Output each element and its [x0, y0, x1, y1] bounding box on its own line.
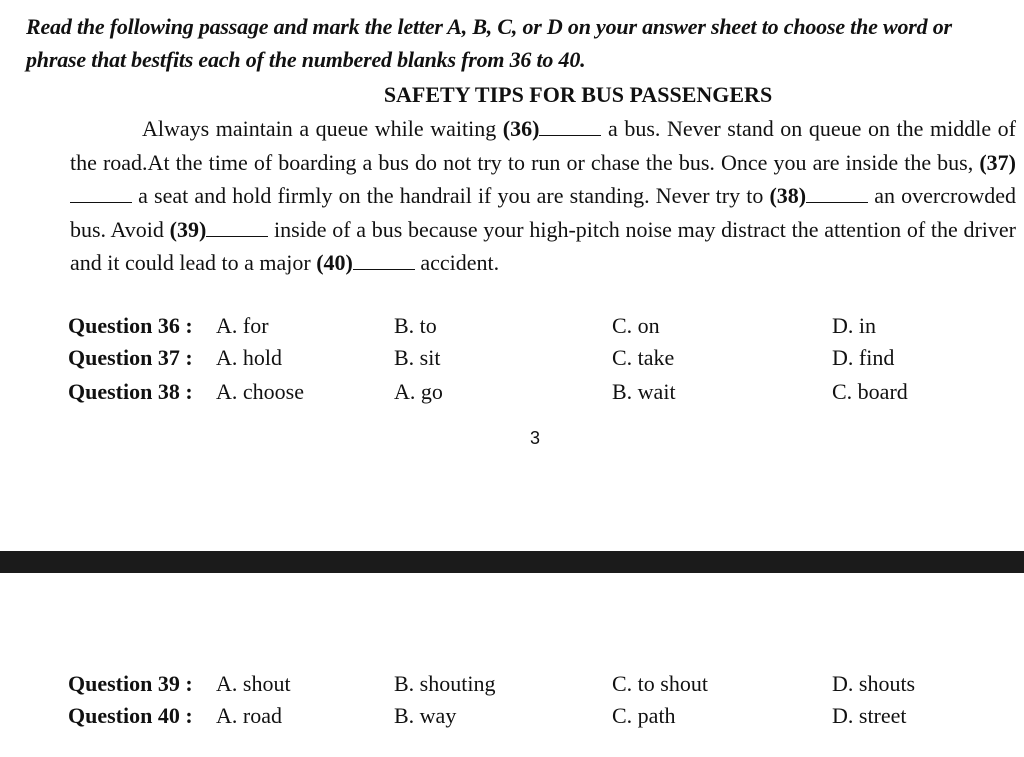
option-d: D. find: [832, 345, 895, 370]
option-c: C. take: [612, 345, 675, 370]
option-a: A. road: [216, 703, 282, 728]
question-40-row: [0, 700, 1024, 732]
blank-number-39: (39): [169, 216, 207, 242]
option-a: A. hold: [216, 345, 282, 370]
blank-number-37: (37): [979, 149, 1016, 175]
passage-text: Always maintain a queue while waiting: [142, 116, 503, 141]
option-b: B. shouting: [394, 671, 496, 696]
question-label: Question 40 :: [68, 703, 193, 728]
option-c: C. path: [612, 703, 676, 728]
blank-number-36: (36): [502, 116, 540, 141]
page-divider: [0, 551, 1024, 573]
passage-text: an overcrowded bus. Avoid: [70, 183, 1016, 242]
option-d: D. shouts: [832, 671, 916, 696]
option-b: A. go: [394, 379, 443, 404]
instructions: Read the following passage and mark the letter A, B, C, or D on your answer sheet to choose the word or phrase that bestfits each of the numbered blanks from 36 to 40.: [26, 14, 952, 72]
option-a: A. choose: [216, 379, 304, 404]
passage: [70, 112, 1016, 280]
passage-paragraph: [70, 112, 1016, 280]
option-c: C. on: [612, 313, 660, 338]
question-37-row: [0, 342, 1024, 374]
question-label: Question 36 :: [68, 313, 193, 338]
option-c: C. to shout: [612, 671, 708, 696]
passage-text: a bus. Never stand on queue on the middle of the road.At the time of boarding a bus do not try to run or chase the bus. Once you are inside the bus,: [70, 116, 1016, 175]
blank-line: [806, 184, 868, 203]
option-d: C. board: [832, 379, 908, 404]
page-number: 3: [530, 428, 541, 448]
question-36-row: [0, 310, 1024, 342]
option-b: B. way: [394, 703, 457, 728]
blank-line: [206, 218, 268, 237]
question-label: Question 39 :: [68, 671, 193, 696]
blank-number-38: (38): [769, 183, 807, 208]
blank-line: [70, 184, 132, 203]
passage-text: a seat and hold firmly on the handrail if you are standing. Never try to: [132, 183, 770, 208]
question-38-row: [0, 376, 1024, 408]
question-label: Question 38 :: [68, 379, 193, 404]
option-b: B. sit: [394, 345, 441, 370]
blank-number-40: (40): [316, 250, 353, 275]
passage-text: accident.: [414, 250, 500, 275]
question-39-row: [0, 668, 1024, 700]
blank-line: [539, 117, 601, 136]
option-a: A. shout: [216, 671, 291, 696]
blank-line: [353, 251, 415, 270]
option-c: B. wait: [612, 379, 676, 404]
option-d: D. street: [832, 703, 907, 728]
question-label: Question 37 :: [68, 345, 193, 370]
option-a: A. for: [216, 313, 269, 338]
passage-title: SAFETY TIPS FOR BUS PASSENGERS: [383, 82, 773, 107]
passage-text: inside of a bus because your high-pitch noise may distract the attention of the driver and it could lead to a major: [70, 216, 1017, 275]
option-d: D. in: [832, 313, 876, 338]
option-b: B. to: [394, 313, 437, 338]
